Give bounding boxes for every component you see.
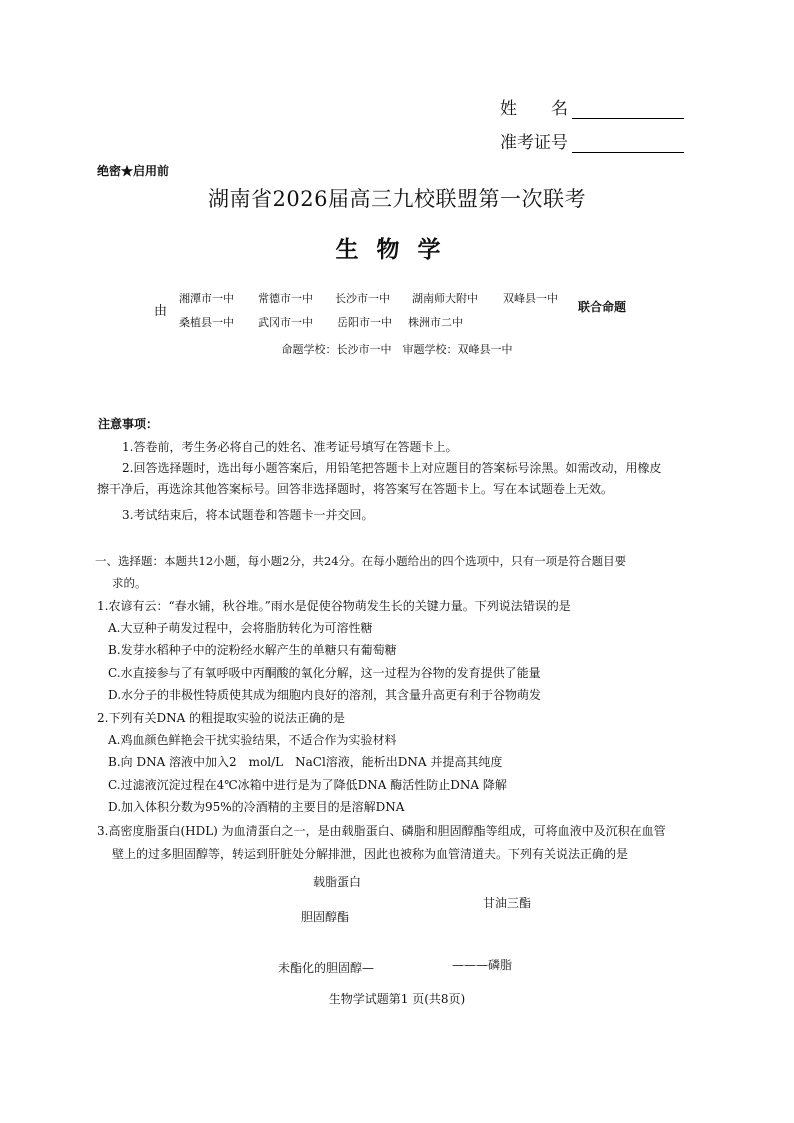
exam-id-field[interactable] xyxy=(500,128,684,153)
q3-stem-line-1: 3.高密度脂蛋白(HDL) 为血清蛋白之一，是由载脂蛋白、磷脂和胆固醇酯等组成，可将血液中及沉积在血管 xyxy=(97,824,666,838)
school-name: 常德市一中 xyxy=(258,292,313,305)
figure-label-free-cholesterol: 未酯化的胆固醇— xyxy=(278,961,375,975)
section-heading-line-2: 求的。 xyxy=(112,576,147,590)
exam-id-blank-line[interactable] xyxy=(572,134,684,153)
school-name: 湘潭市一中 xyxy=(179,292,234,305)
makers-line: 命题学校：长沙市一中 审题学校：双峰县一中 xyxy=(281,343,513,356)
name-label: 姓 名 xyxy=(500,99,568,119)
figure-label-phospholipid: ———磷脂 xyxy=(452,958,513,972)
school-name: 桑植县一中 xyxy=(179,316,234,329)
notice-item-2-line-1: 2.回答选择题时，选出每小题答案后，用铅笔把答题卡上对应题目的答案标号涂黑。如需改动，用橡皮 xyxy=(122,461,662,475)
school-name: 长沙市一中 xyxy=(335,292,390,305)
school-name: 株洲市二中 xyxy=(408,316,463,329)
joint-label: 联合命题 xyxy=(578,300,627,314)
q1-stem: 1.农谚有云：“春水铺，秋谷堆。”雨水是促使谷物萌发生长的关键力量。下列说法错误的是 xyxy=(97,599,571,613)
q2-option-a: A.鸡血颜色鲜艳会干扰实验结果，不适合作为实验材料 xyxy=(108,733,397,747)
exam-title: 湖南省2026届高三九校联盟第一次联考 xyxy=(208,187,586,211)
figure-label-triglyceride: 甘油三酯 xyxy=(483,896,532,910)
q2-stem: 2.下列有关DNA 的粗提取实验的说法正确的是 xyxy=(97,711,346,725)
q1-option-a: A.大豆种子萌发过程中，会将脂肪转化为可溶性糖 xyxy=(108,621,373,635)
q3-stem-line-2: 壁上的过多胆固醇等，转运到肝脏处分解排泄，因此也被称为血管清道夫。下列有关说法正确的是 xyxy=(112,847,629,861)
you-char: 由 xyxy=(154,304,168,319)
school-name: 武冈市一中 xyxy=(258,316,313,329)
notice-item-2-line-2: 擦干净后，再选涂其他答案标号。回答非选择题时，将答案写在答题卡上。写在本试题卷上无效。 xyxy=(97,482,614,496)
q2-option-c: C.过滤液沉淀过程在4℃冰箱中进行是为了降低DNA 酶活性防止DNA 降解 xyxy=(108,778,507,792)
q1-option-d: D.水分子的非极性特质使其成为细胞内良好的溶剂，其含量升高更有利于谷物萌发 xyxy=(108,688,542,702)
q1-option-c: C.水直接参与了有氧呼吸中丙酮酸的氧化分解，这一过程为谷物的发育提供了能量 xyxy=(108,666,541,680)
page-footer: 生物学试题第1 页(共8页) xyxy=(328,992,466,1006)
notice-item-1: 1.答卷前，考生务必将自己的姓名、准考证号填写在答题卡上。 xyxy=(122,440,458,454)
q1-option-b: B.发芽水稻种子中的淀粉经水解产生的单糖只有葡萄糖 xyxy=(108,643,397,657)
secret-label: 绝密★启用前 xyxy=(97,164,170,178)
name-blank-line[interactable] xyxy=(572,100,684,119)
notice-item-3: 3.考试结束后，将本试题卷和答题卡一并交回。 xyxy=(122,508,374,522)
school-name: 双峰县一中 xyxy=(503,292,558,305)
notice-heading: 注意事项： xyxy=(98,417,159,431)
school-name: 岳阳市一中 xyxy=(337,316,392,329)
figure-label-apolipoprotein: 载脂蛋白 xyxy=(313,875,362,889)
name-field[interactable] xyxy=(500,94,684,119)
school-name: 湖南师大附中 xyxy=(412,292,478,305)
figure-label-cholesteryl-ester: 胆固醇酯 xyxy=(301,910,350,924)
q2-option-b: B.向 DNA 溶液中加入2 mol/L NaCl溶液，能析出DNA 并提高其纯度 xyxy=(108,755,503,769)
section-heading-line-1: 一、选择题：本题共12小题，每小题2分，共24分。在每小题给出的四个选项中，只有一项是符合题目要 xyxy=(95,554,627,568)
exam-id-label: 准考证号 xyxy=(500,133,568,153)
q2-option-d: D.加入体积分数为95%的冷酒精的主要目的是溶解DNA xyxy=(108,800,405,814)
subject-title: 生物学 xyxy=(335,236,459,263)
